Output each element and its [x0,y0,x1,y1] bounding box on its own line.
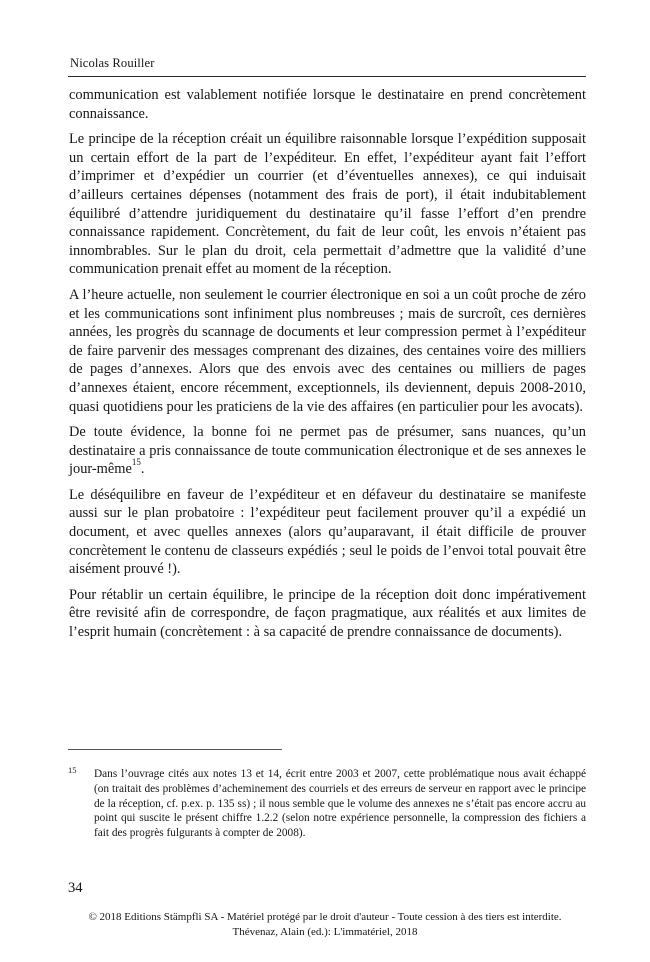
footnote-text: Dans l’ouvrage cités aux notes 13 et 14, écrit entre 2003 et 2007, cette problématique nous avait échappé (on traitait des problèmes d’acheminement des courriels et des erreurs de serveur en rapport avec le principe de la réception, cf. p.ex. p. 135 ss) ; il nous semble que le volume des annexes ne s’était pas encore accru au point qui suscite le présent chiffre 1.2.2 (selon notre expérience personnelle, la compression des fichiers a fait des progrès fulgurants à compter de 2008). [94,768,586,840]
running-header: Nicolas Rouiller [70,56,155,70]
body-text [69,86,586,649]
paragraph-4-end: . [140,461,145,478]
footnote [68,767,586,841]
paragraph-3: A l’heure actuelle, non seulement le courrier électronique en soi a un coût proche de zéro et les communications sont infiniment plus nombreuses ; mais de surcroît, ces dernières années, les progrès du scannage de documents et leur compression permet à l’expéditeur de faire parvenir des messages comprenant des dizaines, des centaines voire des milliers de pages d’annexes. Alors que des envois avec des centaines ou milliers de pages d’annexes étaient, encore récemment, exceptionnels, ils deviennent, depuis 2008-2010, quasi quotidiens pour les praticiens de la vie des affaires (en particulier pour les avocats). [69,286,586,415]
paragraph-1: communication est valablement notifiée lorsque le destinataire en prend concrètement connaissance. [69,87,586,122]
paragraph-4 [69,423,586,479]
copyright-line-2: Thévenaz, Alain (ed.): L'immatériel, 2018 [232,926,418,938]
header-divider [68,76,586,77]
copyright-line-1: © 2018 Editions Stämpfli SA - Matériel protégé par le droit d'auteur - Toute cession à des tiers est interdite. [88,911,562,923]
footnote-divider [68,749,282,750]
page-number: 34 [68,880,83,896]
paragraph-2: Le principe de la réception créait un équilibre raisonnable lorsque l’expédition supposait un certain effort de la part de l’expéditeur. En effet, l’expéditeur ayant fait l’effort d’imprimer et d’expédier un courrier (et d’éventuelles annexes), ce qui induisait d’ailleurs certaines dépenses (notamment des frais de port), il était indubitablement équilibré d’attendre juridiquement du destinataire qu’il fasse l’effort d’en prendre connaissance rapidement. Concrètement, du fait de leur coût, les envois n’étaient pas innombrables. Sur le plan du droit, cela permettait d’admettre que la validité d’une communication prenait effet au moment de la réception. [69,131,586,278]
copyright-notice [0,910,650,940]
footnote-reference[interactable]: 15 [131,457,141,468]
paragraph-5: Le déséquilibre en faveur de l’expéditeur et en défaveur du destinataire se manifeste aussi sur le plan probatoire : l’expéditeur peut facilement prouver qu’il a expédié un document, et avec quelles annexes (alors qu’auparavant, il était difficile de prouver concrètement le contenu de classeurs expédiés ; seul le poids de l’envoi total pouvait être aisément prouvé !). [69,486,586,578]
footnote-number: 15 [68,765,77,775]
paragraph-6: Pour rétablir un certain équilibre, le principe de la réception doit donc impérativement être revisité afin de correspondre, de façon pragmatique, aux réalités et aux limites de l’esprit humain (concrètement : à sa capacité de prendre connaissance de documents). [69,586,586,641]
paragraph-4-text: De toute évidence, la bonne foi ne permet pas de présumer, sans nuances, qu’un destinataire a pris connaissance de toute communication électronique et de ses annexes le jour-même [69,424,586,478]
